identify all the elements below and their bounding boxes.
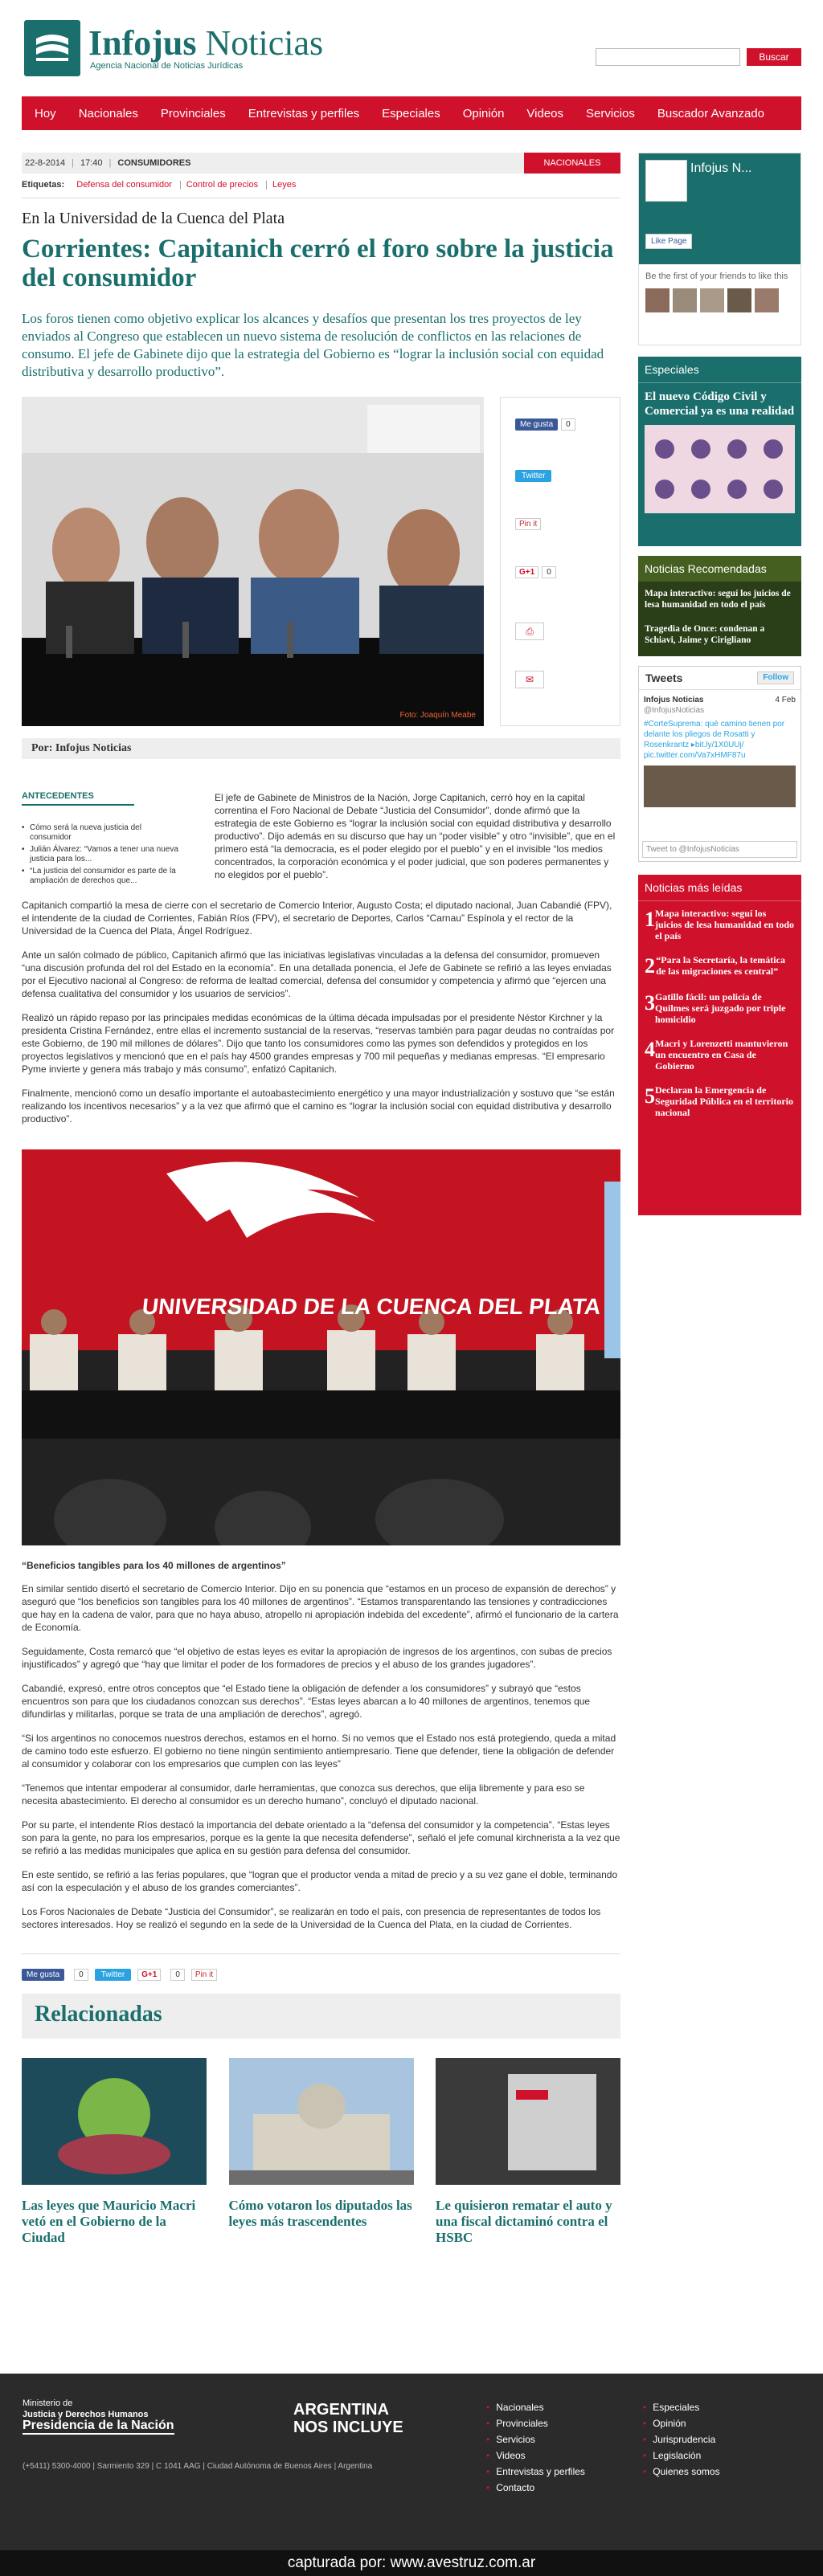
share-panel — [500, 397, 620, 726]
related-title: Relacionadas — [22, 1994, 620, 2039]
facebook-count: 0 — [561, 418, 575, 431]
article-meta: 22-8-2014 | 17:40 | CONSUMIDORES NACIONALES — [22, 153, 620, 174]
facebook-like-button[interactable]: Me gusta — [515, 418, 558, 431]
tweet-input[interactable]: Tweet to @InfojusNoticias — [642, 841, 797, 858]
article — [22, 153, 620, 2246]
header — [22, 0, 801, 96]
pinterest-button[interactable]: Pin it — [515, 518, 541, 530]
footer-address: (+5411) 5300-4000 | Sarmiento 329 | C 1041 AAG | Ciudad Autónoma de Buenos Aires | Argentina — [23, 2462, 373, 2471]
footer-link[interactable]: • Videos — [486, 2450, 526, 2461]
related-item[interactable] — [22, 2058, 207, 2246]
search-input[interactable] — [596, 48, 740, 66]
related-list — [22, 2058, 620, 2246]
argentina-line: ARGENTINA — [293, 2401, 389, 2419]
antecedentes-box — [22, 791, 182, 888]
article-category[interactable]: CONSUMIDORES — [117, 158, 191, 168]
nav-item[interactable]: Nacionales — [78, 106, 138, 120]
twitter-widget — [638, 666, 801, 862]
especiales-item[interactable]: El nuevo Código Civil y Comercial ya es una realidad — [645, 390, 795, 418]
article-paragraph: Ante un salón colmado de público, Capitanich afirmó que las iniciativas legislativas vinculadas a la defensa del consumidor, promueven “una discusión profunda del rol del Estado en la economía”. En una detallada ponencia, el Jefe de Gabinete se refirió a las leyes enviadas por el Ejecutivo nacional al Congreso: de reforma de lealtad comercial, defensa del consumidor y competencia y afirmó que “ejercen una defensa cualitativa del consumidor y los usuarios de servicios”. — [22, 949, 612, 999]
logo-title-b: Noticias — [205, 23, 324, 63]
tags-label: Etiquetas: — [22, 180, 65, 190]
related-image — [22, 2058, 207, 2185]
mas-leida-item[interactable]: 5 Declaran la Emergencia de Seguridad Pública en el territorio nacional — [645, 1084, 793, 1118]
tweet-date: 4 Feb — [775, 696, 796, 704]
antecedente-link[interactable]: • Cómo será la nueva justicia del consumidor — [22, 823, 182, 843]
mas-leida-item[interactable]: 3 Gatillo fácil: un policía de Quilmes será juzgado por triple homicidio — [645, 991, 786, 1025]
gplus-button[interactable]: G+1 — [137, 1969, 161, 1981]
article-paragraph: Realizó un rápido repaso por las principales medidas económicas de la última década impulsadas por el presidente Néstor Kirchner y la presidenta Cristina Fernández, entre ellas el incremento sustancial de la reservas, “reservas también para pagar deudas no contraídas por este Gobierno, de 190 mil millones de dólares”. Dijo que tanto los consumidores como las pymes son defendidos y protegidos en los proyectos legislativos y mencionó que en el país hay 4500 grandes empresas y 700 mil pequeñas y medianas empresas. “El empresario Pyme invierte y genera más trabajo y más consumo”, enfatizó Capitanich. — [22, 1012, 615, 1075]
banner-text: UNIVERSIDAD DE LA CUENCA DEL PLATA — [141, 1294, 603, 1319]
footer-link[interactable]: • Servicios — [486, 2434, 535, 2445]
recomendadas-block — [638, 556, 801, 656]
related-headline[interactable]: Las leyes que Mauricio Macri vetó en el Gobierno de la Ciudad — [22, 2198, 196, 2245]
footer-link[interactable]: • Entrevistas y perfiles — [486, 2466, 585, 2477]
capture-credit: capturada por: www.avestruz.com.ar — [0, 2550, 823, 2576]
twitter-follow-button[interactable]: Follow — [757, 672, 794, 684]
tweet-user[interactable]: Infojus Noticias — [644, 696, 704, 704]
footer-link[interactable]: • Provinciales — [486, 2418, 548, 2429]
article-paragraph: Por su parte, el intendente Ríos destacó la importancia del debate orientado a la “defensa del consumidor y la competencia”. “Estas leyes son para la gente, no para los empresarios, porque es la gente la que necesita defenderse”, señaló el jefe comunal kirchnerista a la vez que se refirió a las medidas municipales que aplica en su gestión para defensa del consumidor. — [22, 1819, 620, 1856]
antecedentes-title: ANTECEDENTES — [22, 791, 134, 806]
main-nav — [22, 96, 801, 130]
mas-leidas-title: Noticias más leídas — [638, 875, 801, 901]
article-title: Corrientes: Capitanich cerró el foro sobre la justicia del consumidor — [22, 235, 614, 292]
tweet-image[interactable] — [644, 765, 796, 807]
page — [22, 0, 801, 2374]
nav-item[interactable]: Servicios — [586, 106, 635, 120]
tag-link[interactable]: Control de precios — [186, 180, 259, 190]
related-image — [229, 2058, 414, 2185]
ministry-line: Justicia y Derechos Humanos — [23, 2410, 149, 2419]
article-paragraph: “Si los argentinos no conocemos nuestros derechos, estamos en el horno. Si no vemos que el Estado nos está protegiendo, queda a mitad de camino todo este esfuerzo. El gobierno no tiene ningún sentimiento antiempresario. Tiene que defender, tiene la obligación de defender al consumidor y colaborar con los empresarios que cumplen con las leyes” — [22, 1733, 616, 1770]
footer-link[interactable]: • Especiales — [643, 2402, 700, 2413]
related-headline[interactable]: Cómo votaron los diputados las leyes más trascendentes — [228, 2198, 412, 2229]
argentina-logo — [293, 2401, 403, 2436]
footer-links-2 — [643, 2399, 720, 2480]
article-paragraph: Los Foros Nacionales de Debate “Justicia del Consumidor”, se realizarán en todo el país, con presencia de representantes de todos los sectores interesados. Hoy se realizó el segundo en la sede de la Universidad de la Cuenca del Plata, en la ciudad de Corrientes. — [22, 1906, 601, 1930]
tag-link[interactable]: Defensa del consumidor — [76, 180, 172, 190]
footer-link[interactable]: • Legislación — [643, 2450, 702, 2461]
facebook-like-button[interactable]: Me gusta — [22, 1969, 64, 1981]
article-subheading: “Beneficios tangibles para los 40 millones de argentinos” — [22, 1560, 286, 1571]
tweet-text[interactable]: #CorteSuprema: qué camino tienen por delante los pliegos de Rosatti y Rosenkrantz ▸bit.ly/1X0UUj/ pic.twitter.com/Va7xHMF87u — [644, 720, 785, 760]
nav-item[interactable]: Hoy — [35, 106, 56, 120]
footer-link[interactable]: • Jurisprudencia — [643, 2434, 716, 2445]
share-bar — [22, 1953, 620, 1984]
nav-item[interactable]: Videos — [526, 106, 564, 120]
nav-item[interactable]: Provinciales — [160, 106, 226, 120]
article-date: 22-8-2014 — [25, 158, 66, 168]
footer-link[interactable]: • Nacionales — [486, 2402, 544, 2413]
related-item[interactable] — [229, 2058, 414, 2246]
article-paragraph: En este sentido, se refirió a las ferias populares, que “logran que el productor venda a mitad de precio y a su vez gane el doble, terminando así con la especulación y el abuso de los grandes comerciantes”. — [22, 1869, 618, 1893]
article-paragraph: En similar sentido disertó el secretario de Comercio Interior. Dijo en su ponencia que “estamos en un proceso de expansión de derechos” y aseguró que “los beneficios son tangibles para los 40 millones de argentinos”. “Estamos transparentando las tensiones y contradicciones que hay en la cadena de valor, para que no haya abuso, atropello ni apropiación indebida del excedente”, afirmó el funcionario de la cartera de Economía. — [22, 1583, 619, 1633]
search-form — [596, 48, 801, 66]
article-paragraph: Finalmente, mencionó como un desafío importante el autoabastecimiento energético y una mayor industrialización y sostuvo que “se están realizando los incentivos necesarios” y a la vez que afirmó que el camino es “lograr la inclusión social con equidad distributiva y desarrollo productivo”. — [22, 1088, 615, 1125]
recomendada-item[interactable]: Tragedia de Once: condenan a Schiavi, Jaime y Cirigliano — [645, 624, 765, 645]
gplus-count: 0 — [170, 1969, 185, 1981]
ministry-line: Presidencia de la Nación — [23, 2420, 174, 2435]
related-item[interactable] — [436, 2058, 620, 2246]
twitter-share-button[interactable]: Twitter — [95, 1969, 131, 1981]
ministry-line: Ministerio de — [23, 2398, 73, 2408]
tags: Etiquetas: Defensa del consumidor | Control de precios | Leyes — [22, 180, 297, 190]
argentina-line: NOS INCLUYE — [293, 2419, 403, 2436]
sidebar — [638, 153, 801, 1215]
pinterest-button[interactable]: Pin it — [191, 1969, 217, 1981]
footer-link[interactable]: • Opinión — [643, 2418, 686, 2429]
email-icon[interactable]: ✉ — [515, 671, 544, 688]
especiales-title: Especiales — [638, 357, 801, 383]
fb-page-name[interactable]: Infojus N... — [690, 161, 752, 175]
especiales-block — [638, 357, 801, 546]
photo-credit: Foto: Joaquín Meabe — [399, 711, 476, 720]
logo-book-icon — [24, 20, 80, 76]
fb-like-page-button[interactable]: Like Page — [645, 234, 692, 249]
article-author: Por: Infojus Noticias — [22, 738, 620, 759]
section-badge[interactable]: NACIONALES — [524, 153, 620, 174]
article-paragraph: Cabandié, expresó, entre otros conceptos que “el Estado tiene la obligación de defender a los consumidores” y subrayó que “estos encuentros son para que los ciudadanos conozcan sus derechos”. “Estas leyes abarcan a lo 40 millones de argentinos, tenemos que difundirlas y militarlas, porque se trata de una ampliación de derechos”, agregó. — [22, 1683, 591, 1720]
search-button[interactable]: Buscar — [747, 48, 801, 66]
tweets-title: Tweets — [645, 672, 683, 684]
mas-leidas-block — [638, 875, 801, 1215]
article-time: 17:40 — [80, 158, 103, 168]
facebook-widget — [638, 153, 801, 345]
article-photo — [22, 397, 484, 726]
article-kicker: En la Universidad de la Cuenca del Plata — [22, 210, 285, 227]
facebook-count: 0 — [74, 1969, 88, 1981]
mas-leida-item[interactable]: 4 Macri y Lorenzetti mantuvieron un encuentro en Casa de Gobierno — [645, 1038, 788, 1072]
fb-text: Be the first of your friends to like this — [645, 271, 788, 281]
event-photo — [22, 1149, 620, 1545]
footer-links-1 — [486, 2399, 585, 2496]
footer — [0, 2374, 823, 2550]
ministry-logo[interactable] — [23, 2398, 174, 2435]
print-icon[interactable]: ⎙ — [515, 623, 544, 640]
nav-item[interactable]: Entrevistas y perfiles — [248, 106, 360, 120]
nav-item[interactable]: Especiales — [382, 106, 440, 120]
recomendada-item[interactable]: Mapa interactivo: seguí los juicios de lesa humanidad en todo el país — [645, 589, 791, 610]
gplus-button[interactable]: G+1 — [515, 566, 538, 578]
especiales-image[interactable] — [645, 425, 795, 513]
footer-link[interactable]: • Contacto — [486, 2482, 535, 2493]
related-image — [436, 2058, 620, 2185]
antecedente-link[interactable]: • “La justicia del consumidor es parte de la ampliación de derechos que... — [22, 867, 182, 886]
article-paragraph: Seguidamente, Costa remarcó que “el objetivo de estas leyes es evitar la apropiación de ingresos de los argentinos, con subas de precios injustificados” y agregó que “hay que limitar el poder de los formadores de precios y el abuso de los grandes jugadores”. — [22, 1646, 612, 1670]
antecedente-link[interactable]: • Julián Álvarez: “Vamos a tener una nueva justicia para los... — [22, 845, 182, 864]
fb-friends — [639, 288, 800, 312]
footer-link[interactable]: • Quienes somos — [643, 2466, 720, 2477]
fb-page-logo-icon — [645, 160, 687, 202]
nav-item[interactable]: Opinión — [462, 106, 505, 120]
tag-link[interactable]: Leyes — [272, 180, 297, 190]
mas-leida-item[interactable]: 1 Mapa interactivo: seguí los juicios de lesa humanidad en todo el país — [645, 908, 795, 941]
gplus-count: 0 — [542, 566, 556, 578]
related-headline[interactable]: Le quisieron rematar el auto y una fiscal dictaminó contra el HSBC — [436, 2198, 612, 2245]
logo-title-a: Infojus — [88, 23, 197, 63]
recomendadas-title: Noticias Recomendadas — [638, 556, 801, 582]
mas-leida-item[interactable]: 2 “Para la Secretaría, la temática de las migraciones es central” — [645, 954, 785, 978]
tweet-handle[interactable]: @InfojusNoticias — [644, 706, 705, 715]
article-paragraph: Capitanich compartió la mesa de cierre con el secretario de Comercio Interior, Augusto Costa; el diputado nacional, Juan Cabandié (FPV), el intendente de la ciudad de Corrientes, Fabián Ríos (FPV), el secretario de Deportes, Carlos “Carnau” Espínola y el rector de la Universidad de la Cuenca del Plata, Ángel Rodríguez. — [22, 900, 612, 937]
article-paragraph: “Tenemos que intentar empoderar al consumidor, darle herramientas, que conozca sus derechos, que elija libremente y para eso se necesita abastecimiento. El derecho al consumidor es un derecho humano”, concluyó el diputado nacional. — [22, 1782, 585, 1806]
nav-item[interactable]: Buscador Avanzado — [657, 106, 765, 120]
site-logo[interactable] — [24, 20, 323, 76]
article-paragraph: El jefe de Gabinete de Ministros de la Nación, Jorge Capitanich, cerró hoy en la capital correntina el Foro Nacional de Debate “Justicia del Consumidor”, donde afirmó que la estrategia de este Gobierno es “lograr la inclusión social con equidad distributiva y desarrollo productivo”. Dijo además en su discurso que hay un “poder visible” y otro “invisible”, que en el primero está “la democracia, es el poder elegido por el pueblo” y en el invisible “los medios concentrados, la corporación económica y el poder judicial, que son poderes permanentes y no elegidos por el pueblo”. — [215, 792, 616, 880]
twitter-share-button[interactable]: Twitter — [515, 470, 551, 482]
logo-subtitle: Agencia Nacional de Noticias Jurídicas — [90, 61, 244, 71]
article-lead: Los foros tienen como objetivo explicar los alcances y desafíos que presentan los tres proyectos de ley enviados al Congreso que establecen un nuevo sistema de resolución de conflictos en las relaciones de consumo. El jefe de Gabinete dijo que la estrategia del Gobierno es “lograr la inclusión social con equidad distributiva y desarrollo productivo”. — [22, 311, 604, 379]
